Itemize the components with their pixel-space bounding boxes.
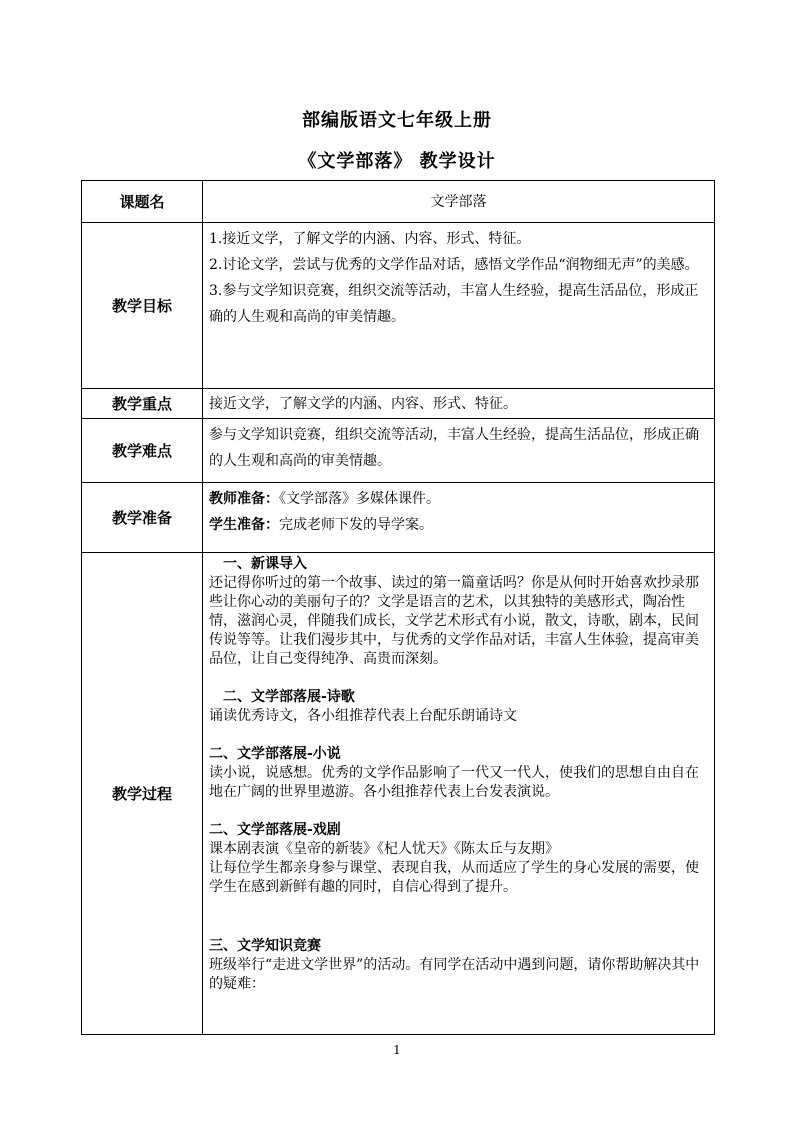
difficulty-value: 参与文学知识竞赛，组织交流等活动，丰富人生经验，提高生活品位，形成正确的人生观和高尚的审美情趣。	[203, 419, 715, 483]
section-body-drama-2: 让每位学生都亲身参与课堂、表现自我，从而适应了学生的身心发展的需要，使学生在感到新鲜有趣的同时，自信心得到了提升。	[209, 860, 699, 895]
goal-item-1: 1.接近文学，了解文学的内涵、内容、形式、特征。	[209, 231, 531, 247]
table-row-goals	[82, 223, 715, 389]
table-row-key-point	[82, 389, 715, 419]
page-number: 1	[393, 1043, 401, 1057]
table-row-process	[82, 553, 715, 1035]
key-point-label: 教学重点	[82, 389, 203, 419]
section-heading-novel: 二、文学部落展-小说	[209, 746, 341, 762]
section-body-novel: 读小说，说感想。优秀的文学作品影响了一代又一代人，使我们的思想自由自在地在广阔的世界里遨游。各小组推荐代表上台发表演说。	[209, 765, 699, 800]
topic-label: 课题名	[82, 181, 203, 223]
section-body-intro: 还记得你听过的第一个故事、读过的第一篇童话吗？你是从何时开始喜欢抄录那些让你心动的美丽句子的？文学是语言的艺术，以其独特的美感形式，陶冶性情，滋润心灵，伴随我们成长，文学艺术形式有小说，散文，诗歌，剧本，民间传说等等。让我们漫步其中，与优秀的文学作品对话，丰富人生体验，提高审美品位，让自己变得纯净、高贵而深刻。	[209, 575, 699, 667]
section-heading-intro: 一、新课导入	[223, 556, 307, 572]
process-label: 教学过程	[82, 553, 203, 1035]
section-body-quiz: 班级举行“走进文学世界”的活动。有同学在活动中遇到问题，请你帮助解决其中的疑难：	[209, 957, 700, 992]
student-prep-label: 学生准备：	[209, 517, 279, 533]
preparation-content	[203, 483, 715, 553]
section-body-drama: 课本剧表演《皇帝的新装》《杞人忧天》《陈太丘与友期》	[209, 841, 559, 857]
goals-content	[203, 223, 715, 389]
preparation-label: 教学准备	[82, 483, 203, 553]
difficulty-label: 教学难点	[82, 419, 203, 483]
goals-label: 教学目标	[82, 223, 203, 389]
section-body-poetry: 诵读优秀诗文，各小组推荐代表上台配乐朗诵诗文	[209, 708, 517, 724]
table-row-difficulty	[82, 419, 715, 483]
goal-item-2: 2.讨论文学，尝试与优秀的文学作品对话，感悟文学作品“润物细无声”的美感。	[209, 257, 699, 273]
teacher-prep-label: 教师准备：	[209, 491, 279, 507]
document-title: 部编版语文七年级上册	[302, 110, 492, 131]
section-heading-poetry: 二、文学部落展-诗歌	[223, 689, 355, 705]
table-row-preparation	[82, 483, 715, 553]
table-row-topic	[82, 181, 715, 223]
student-prep-line	[209, 512, 708, 538]
section-heading-quiz: 三、文学知识竞赛	[209, 938, 321, 954]
teacher-prep-value: 《文学部落》多媒体课件。	[279, 491, 440, 507]
student-prep-value: 完成老师下发的导学案。	[279, 517, 433, 533]
teacher-prep-line	[209, 486, 708, 512]
document-subtitle: 《文学部落》 教学设计	[298, 151, 496, 172]
goal-item-3: 3.参与文学知识竞赛，组织交流等活动，丰富人生经验，提高生活品位，形成正确的人生观和高尚的审美情趣。	[209, 283, 699, 325]
key-point-value: 接近文学，了解文学的内涵、内容、形式、特征。	[203, 389, 715, 419]
lesson-plan-table	[81, 180, 715, 1035]
section-heading-drama: 二、文学部落展-戏剧	[209, 822, 341, 838]
topic-value: 文学部落	[203, 181, 715, 223]
process-content	[203, 553, 715, 1035]
